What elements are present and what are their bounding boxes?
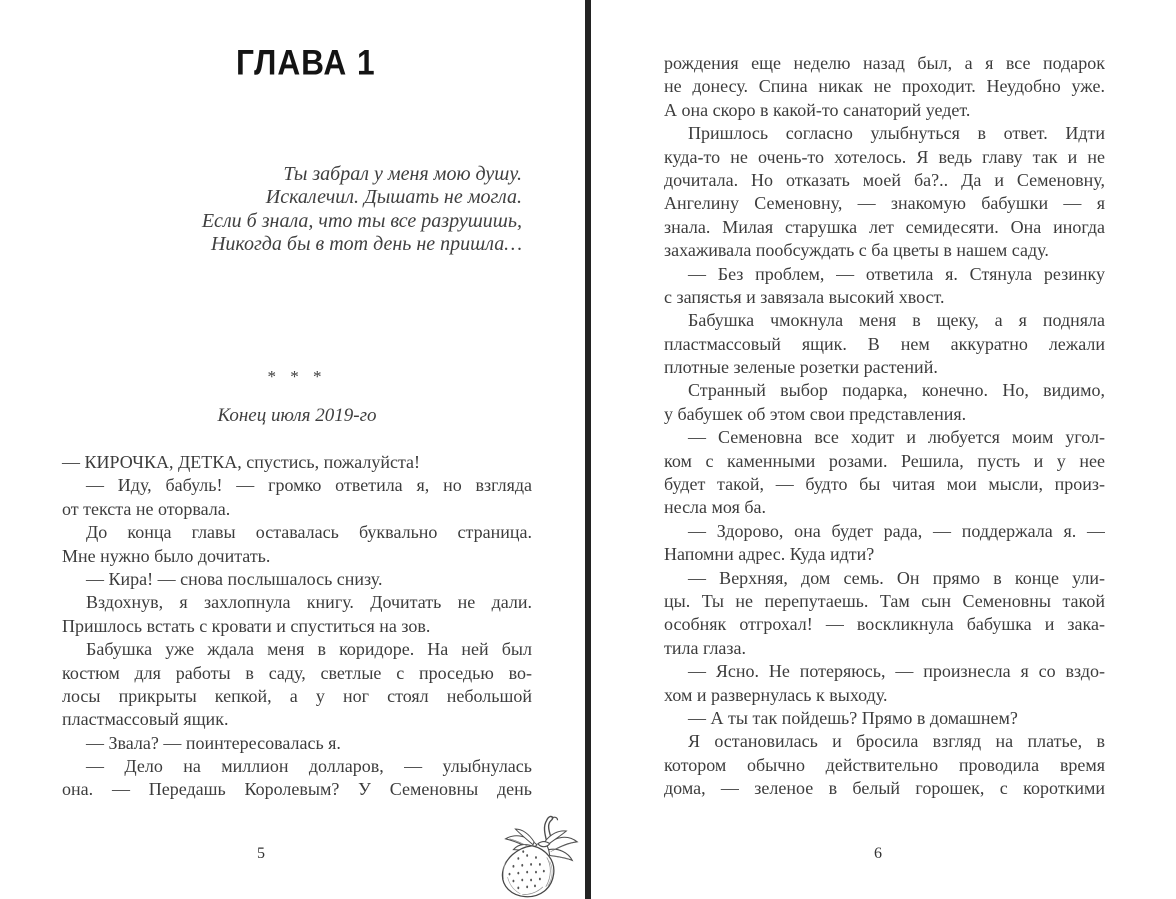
text-line: — Семеновна все ходит и любуется моим угол- (688, 427, 1105, 448)
section-separator: * * * (267, 367, 327, 386)
text-line: рождения еще неделю назад был, а я все подарок (664, 53, 1105, 73)
text-line: Бабушка уже ждала меня в коридоре. На ней был (86, 639, 532, 660)
epigraph (62, 160, 522, 254)
text-line: — А ты так пойдешь? Прямо в домашнем? (688, 707, 1018, 728)
text-line: Напомни адрес. Куда идти? (664, 544, 875, 565)
text-line: знала. Милая старушка лет семидесяти. Она иногда (664, 216, 1105, 237)
text-line: Бабушка чмокнула меня в щеку, а я подняла (688, 310, 1105, 331)
text-line: от текста не оторвала. (62, 498, 231, 519)
text-line: костюм для работы в саду, светлые с проседью во- (62, 662, 532, 683)
text-line: А она скоро в какой-то санаторий уедет. (664, 99, 971, 120)
text-line: Ангелину Семеновну, — знакомую бабушки — я (664, 193, 1105, 214)
text-line: Мне нужно было дочитать. (62, 545, 271, 566)
text-line: — Кира! — снова послышалось снизу. (86, 568, 383, 589)
text-line: Искалечил. Дышать не могла. (265, 186, 522, 209)
text-line: — Без проблем, — ответила я. Стянула резинку (688, 263, 1105, 284)
text-line: особняк отгрохал! — воскликнула бабушка и зака- (664, 614, 1105, 635)
text-line: лосы прикрыты кепкой, а у ног стоял небольшой (62, 685, 532, 706)
chapter-heading: ГЛАВА 1 (236, 42, 376, 82)
left-page-body-text (62, 451, 532, 802)
right-page-number: 6 (874, 845, 882, 862)
text-line: у бабушек об этом свои представления. (664, 403, 967, 424)
text-line: — Иду, бабуль! — громко ответила я, но взгляда (86, 475, 532, 496)
strawberry-illustration-icon (486, 812, 584, 899)
text-line: — Верхняя, дом семь. Он прямо в конце ули- (688, 567, 1105, 588)
text-line: Пришлось согласно улыбнуться в ответ. Идти (688, 123, 1105, 144)
text-line: Ты забрал у меня мою душу. (283, 163, 522, 185)
text-line: — КИРОЧКА, ДЕТКА, спустись, пожалуйста! (62, 452, 421, 472)
text-line: тила глаза. (664, 637, 747, 658)
text-line: пластмассовый ящик. В нем аккуратно лежали (664, 333, 1105, 354)
text-line: куда-то не очень-то хотелось. Я ведь главу так и не (664, 146, 1105, 167)
left-page-number: 5 (257, 845, 265, 862)
text-line: она. — Передашь Королевым? У Семеновны день (62, 779, 532, 800)
text-line: плотные зеленые розетки растений. (664, 357, 938, 378)
text-line: котором обычно действительно проводила время (664, 754, 1105, 775)
text-line: Странный выбор подарка, конечно. Но, видимо, (688, 380, 1105, 401)
text-line: До конца главы оставалась буквально страница. (86, 522, 532, 543)
text-line: пластмассовый ящик. (62, 709, 229, 730)
page-gutter-divider (585, 0, 591, 899)
text-line: не донесу. Спина никак не проходит. Неудобно уже. (664, 76, 1105, 97)
text-line: Никогда бы в тот день не пришла… (210, 233, 522, 256)
text-line: цы. Ты не перепутаешь. Там сын Семеновны такой (664, 590, 1105, 611)
text-line: Если б знала, что ты все разрушишь, (201, 209, 522, 232)
text-line: — Ясно. Не потеряюсь, — произнесла я со вздо- (688, 661, 1105, 682)
text-line: Вздохнув, я захлопнула книгу. Дочитать не дали. (86, 592, 532, 613)
text-line: захаживала пообсуждать с ба цветы в нашем саду. (664, 240, 1049, 261)
text-line: дома, — зеленое в белый горошек, с короткими (664, 778, 1105, 799)
text-line: Пришлось встать с кровати и спуститься на зов. (62, 615, 431, 636)
text-line: — Звала? — поинтересовалась я. (86, 732, 341, 753)
text-line: с запястья и завязала высокий хвост. (664, 286, 945, 307)
text-line: хом и развернулась к выходу. (664, 684, 888, 705)
text-line: будет такой, — будто бы читая мои мысли, произ- (664, 474, 1105, 495)
text-line: ком с каменными розами. Решила, пусть и у нее (664, 450, 1105, 471)
text-line: — Здорово, она будет рада, — поддержала я. — (688, 520, 1105, 541)
dateline: Конец июля 2019-го (217, 405, 377, 426)
right-page-body-text (664, 52, 1105, 801)
text-line: дочитала. Но отказать моей ба?.. Да и Семеновну, (664, 169, 1105, 190)
text-line: — Дело на миллион долларов, — улыбнулась (86, 756, 532, 777)
text-line: Я остановилась и бросила взгляд на платье, в (688, 731, 1105, 752)
text-line: несла моя ба. (664, 497, 767, 518)
